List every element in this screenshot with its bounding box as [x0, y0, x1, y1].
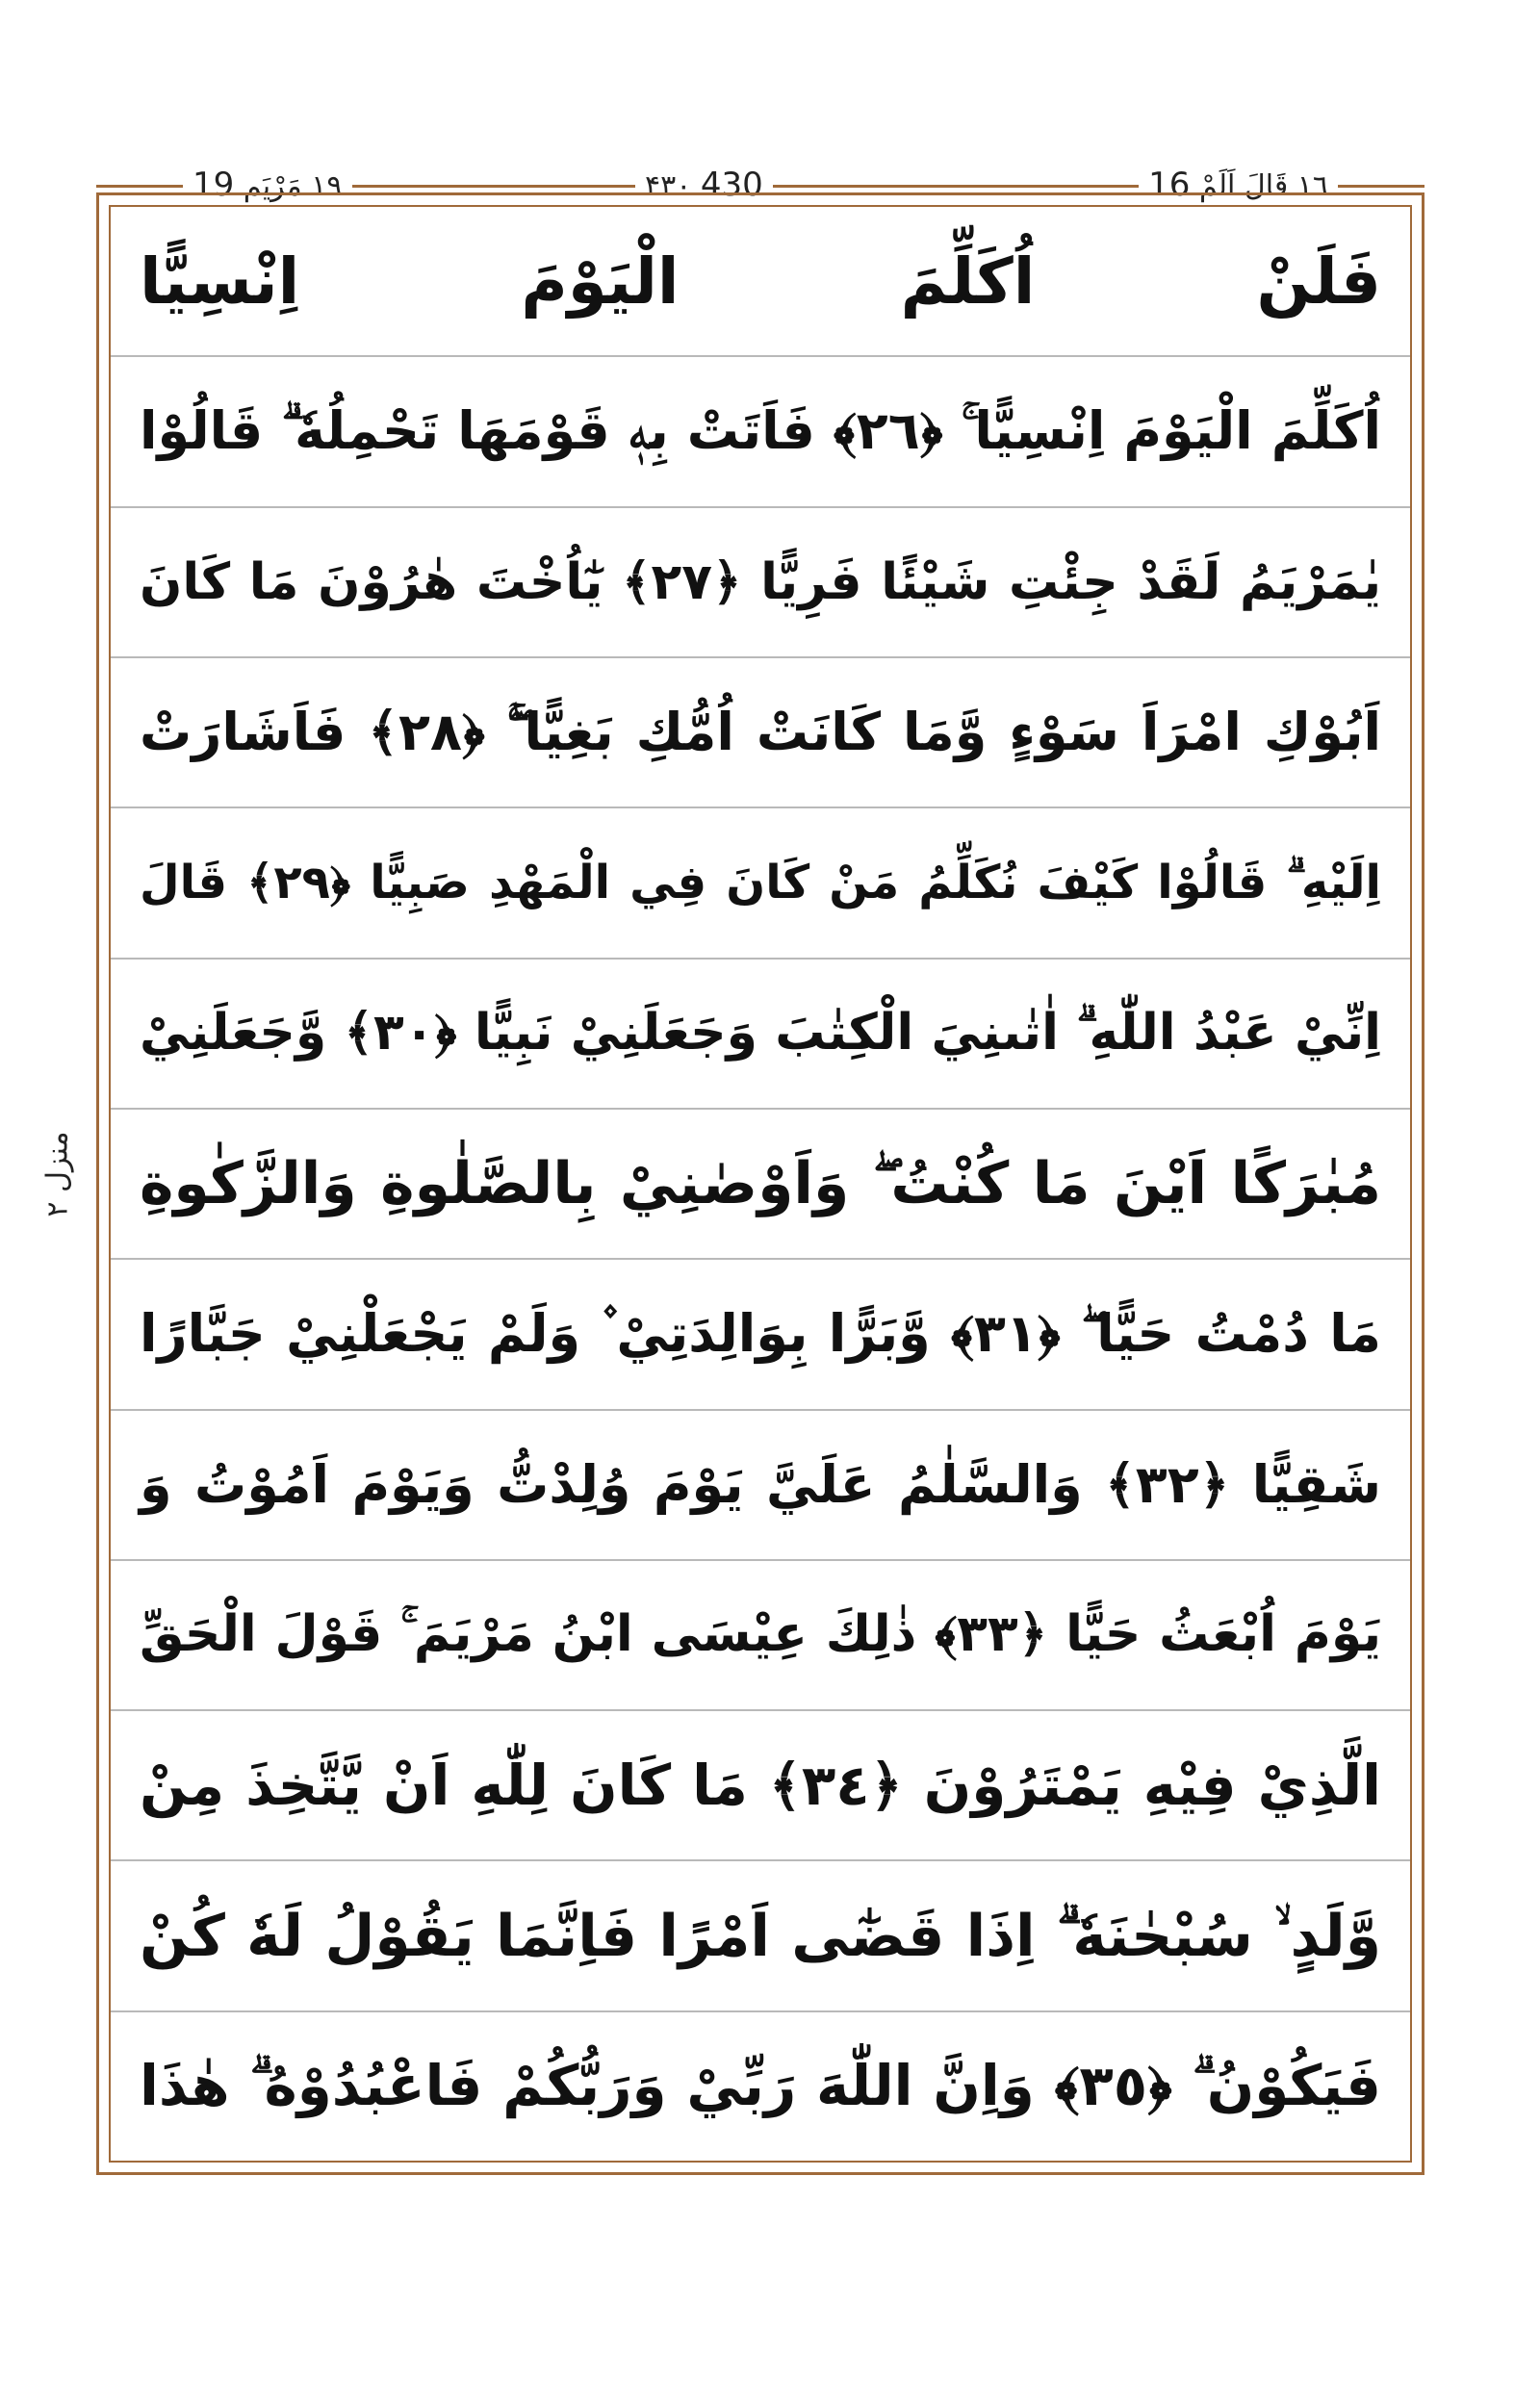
page-frame [96, 192, 1424, 2175]
verse-lines [111, 207, 1410, 2161]
surah-number: 19 [192, 166, 235, 204]
verse-line [111, 207, 1410, 357]
page-number-arabic: ۴٣٠ [645, 169, 692, 203]
verse-text: الَّذِيْ فِيْهِ يَمْتَرُوْنَ ﴿٣٤﴾ مَا كَانَ لِلّٰهِ اَنْ يَّتَّخِذَ مِنْ [140, 1753, 1381, 1819]
verse-text: يَوْمَ اُبْعَثُ حَيًّا ﴿٣٣﴾ ذٰلِكَ عِيْسَى ابْنُ مَرْيَمَ ۚ قَوْلَ الْحَقِّ [140, 1605, 1381, 1664]
verse-line [111, 1861, 1410, 2011]
verse-text: يٰمَرْيَمُ لَقَدْ جِئْتِ شَيْئًا فَرِيًّا ﴿٢٧﴾ يٰٓاُخْتَ هٰرُوْنَ مَا كَانَ [140, 552, 1381, 611]
verse-text: اَبُوْكِ امْرَاَ سَوْءٍ وَّمَا كَانَتْ اُمُّكِ بَغِيًّا ۖۚ ﴿٢٨﴾ فَاَشَارَتْ [140, 702, 1381, 763]
juz-name: قَالَ اَلَمْ [1198, 169, 1289, 203]
verse-line [111, 508, 1410, 658]
verse-line [111, 1110, 1410, 1260]
verse-text: وَّلَدٍ ۙ سُبْحٰنَهٗ ۗ اِذَا قَضٰٓى اَمْرًا فَاِنَّمَا يَقُوْلُ لَهٗ كُنْ [140, 1902, 1381, 1970]
verse-line [111, 658, 1410, 808]
verse-line [111, 1411, 1410, 1561]
verse-line [111, 960, 1410, 1110]
verse-line [111, 2012, 1410, 2161]
verse-text: مُبٰرَكًا اَيْنَ مَا كُنْتُ ۖ وَاَوْصٰنِيْ بِالصَّلٰوةِ وَالزَّكٰوةِ [140, 1150, 1381, 1218]
manzil-label [29, 1097, 87, 1251]
verse-line [111, 1711, 1410, 1861]
surah-number-arabic: ١٩ [311, 169, 343, 203]
juz-number-arabic: ١٦ [1296, 169, 1328, 203]
surah-name: مَرْيَم [243, 169, 302, 203]
verse-text: فَيَكُوْنُ ۗ ﴿٣٥﴾ وَاِنَّ اللّٰهَ رَبِّيْ وَرَبُّكُمْ فَاعْبُدُوْهُ ۗ هٰذَا [140, 2053, 1381, 2119]
verse-text: اِلَيْهِ ۗ قَالُوْا كَيْفَ نُكَلِّمُ مَنْ كَانَ فِي الْمَهْدِ صَبِيًّا ﴿٢٩﴾ قَالَ [140, 855, 1381, 909]
page-number: 430 [700, 166, 763, 204]
verse-line [111, 808, 1410, 959]
verse-text: فَلَنْ اُكَلِّمَ الْيَوْمَ اِنْسِيًّا [140, 243, 1381, 319]
verse-line [111, 1561, 1410, 1711]
verse-line [111, 357, 1410, 507]
verse-text: اُكَلِّمَ الْيَوْمَ اِنْسِيًّا ۚ ﴿٢٦﴾ فَاَتَتْ بِهٖ قَوْمَهَا تَحْمِلُهٗ ۗ قَالُوْا [140, 400, 1381, 462]
verse-text: اِنِّيْ عَبْدُ اللّٰهِ ۗ اٰتٰىنِيَ الْكِتٰبَ وَجَعَلَنِيْ نَبِيًّا ﴿٣٠﴾ وَّجَعَلَنِيْ [140, 1004, 1381, 1062]
verse-text: شَقِيًّا ﴿٣٢﴾ وَالسَّلٰمُ عَلَيَّ يَوْمَ وُلِدْتُّ وَيَوْمَ اَمُوْتُ وَ [140, 1454, 1382, 1516]
verse-line [111, 1260, 1410, 1410]
verse-text: مَا دُمْتُ حَيًّا ۖ ﴿٣١﴾ وَّبَرًّا بِوَالِدَتِيْ ۫ وَلَمْ يَجْعَلْنِيْ جَبَّارًا [140, 1303, 1381, 1365]
manzil-text: منزل ٢ [40, 1131, 75, 1217]
juz-number: 16 [1148, 166, 1191, 204]
text-area [109, 205, 1412, 2163]
